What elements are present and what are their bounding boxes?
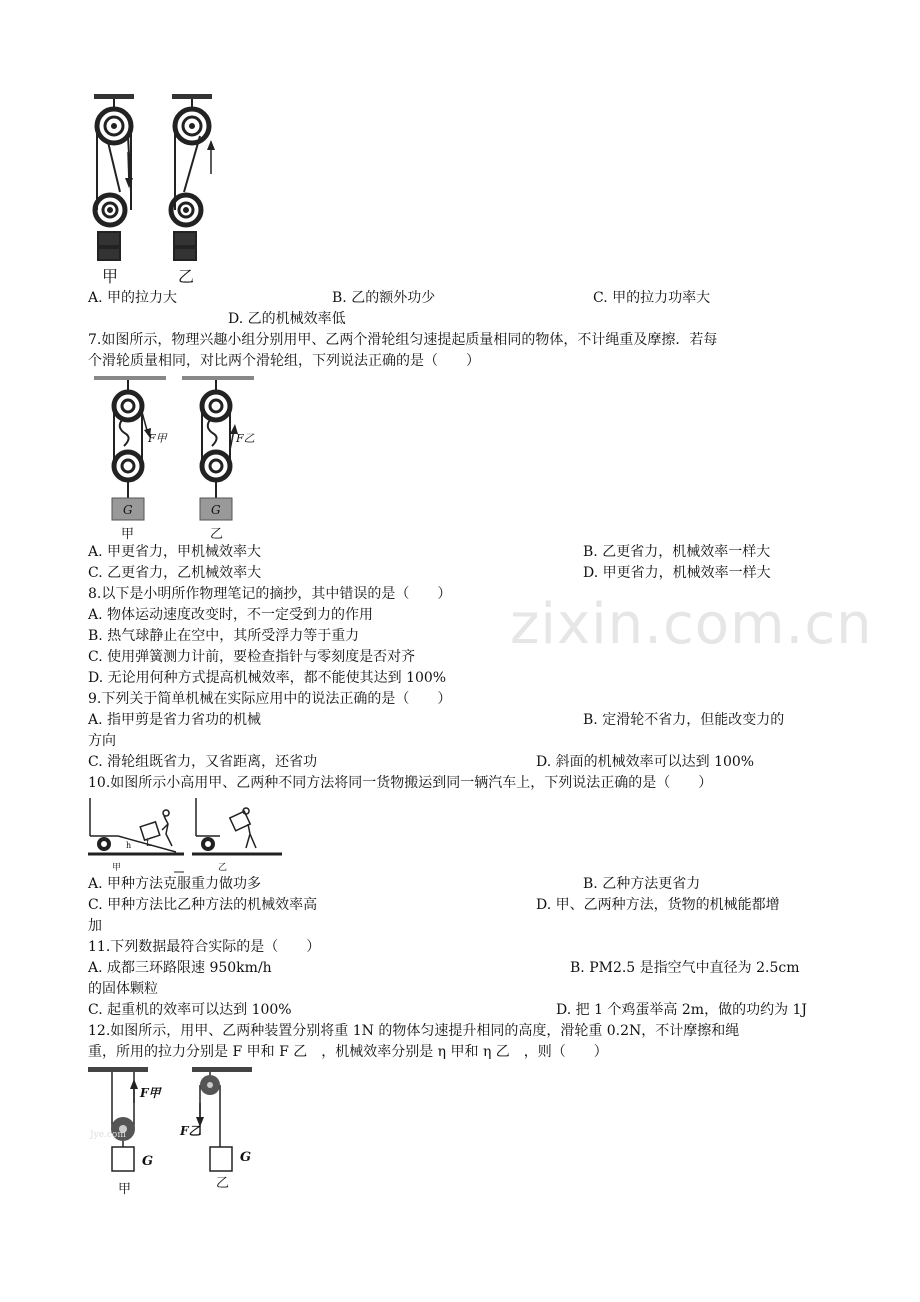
q7-pulley-figure: [88, 372, 258, 542]
q10-option-b: B. 乙种方法更省力: [583, 876, 701, 892]
q9-option-d: D. 斜面的机械效率可以达到 100%: [536, 754, 755, 770]
q11-option-a: A. 成都三环路限速 950km/h: [88, 960, 272, 976]
q10-truck-figure: [88, 794, 284, 874]
q11-option-d: D. 把 1 个鸡蛋举高 2m，做的功约为 1J: [556, 1002, 808, 1018]
q7-weight-jia: G: [123, 503, 133, 517]
q6-pulley-figure: [88, 92, 228, 288]
watermark: zixin.com.cn: [510, 592, 873, 657]
q7-force-jia: F甲: [148, 432, 167, 445]
q8-stem: 8.以下是小明所作物理笔记的摘抄，其中错误的是（ ）: [88, 586, 452, 602]
q6-pulley-right: [171, 94, 212, 260]
q8-option-b: B. 热气球静止在空中，其所受浮力等于重力: [88, 628, 360, 644]
q7-label-jia: 甲: [121, 527, 135, 542]
q12-fig-watermark: Jye.com: [90, 1130, 126, 1140]
q11-option-b: B. PM2.5 是指空气中直径为 2.5cm: [570, 960, 800, 976]
q7-stem-line2: 个滑轮质量相同，对比两个滑轮组，下列说法正确的是（ ）: [88, 353, 480, 369]
q6-option-d: D. 乙的机械效率低: [228, 311, 346, 327]
q12-force-jia: F甲: [140, 1086, 161, 1100]
q12-label-jia: 甲: [118, 1182, 132, 1197]
q8-option-c: C. 使用弹簧测力计前，要检查指针与零刻度是否对齐: [88, 649, 416, 665]
q10-stem: 10.如图所示小高用甲、乙两种不同方法将同一货物搬运到同一辆汽车上，下列说法正确的是（ ）: [88, 775, 713, 791]
q10-option-d-cont: 加: [88, 918, 102, 934]
q7-option-c: C. 乙更省力，乙机械效率大: [88, 565, 262, 581]
q10-option-a: A. 甲种方法克服重力做功多: [88, 876, 262, 892]
q10-option-c: C. 甲种方法比乙种方法的机械效率高: [88, 897, 318, 913]
q9-option-a: A. 指甲剪是省力省功的机械: [88, 712, 262, 728]
q10-label-h: h: [126, 841, 132, 850]
q11-option-c: C. 起重机的效率可以达到 100%: [88, 1002, 292, 1018]
q12-weight-jia: G: [142, 1154, 154, 1169]
q10-option-d: D. 甲、乙两种方法，货物的机械能都增: [536, 897, 780, 913]
q9-stem: 9.下列关于简单机械在实际应用中的说法正确的是（ ）: [88, 691, 452, 707]
q9-option-b: B. 定滑轮不省力，但能改变力的: [583, 712, 785, 728]
q10-label-l: L: [146, 839, 152, 848]
q7-label-yi: 乙: [210, 527, 224, 542]
q6-option-b: B. 乙的额外功少: [332, 290, 436, 306]
q11-option-b-cont: 的固体颗粒: [88, 981, 158, 997]
q6-label-jia: 甲: [102, 267, 119, 286]
q8-option-a: A. 物体运动速度改变时，不一定受到力的作用: [88, 607, 374, 623]
q12-label-yi: 乙: [216, 1176, 230, 1191]
q7-force-yi: F乙: [236, 432, 255, 445]
q12-stem-line1: 12.如图所示，用甲、乙两种装置分别将重 1N 的物体匀速提升相同的高度，滑轮重 0.2N，不计摩擦和绳: [88, 1023, 740, 1039]
q12-force-yi: F乙: [180, 1124, 201, 1138]
q8-option-d: D. 无论用何种方式提高机械效率，都不能使其达到 100%: [88, 670, 447, 686]
q9-option-b-cont: 方向: [88, 733, 116, 749]
q7-option-a: A. 甲更省力，甲机械效率大: [88, 544, 262, 560]
q7-option-d: D. 甲更省力，机械效率一样大: [583, 565, 771, 581]
q7-stem-line1: 7.如图所示，物理兴趣小组分别用甲、乙两个滑轮组匀速提起质量相同的物体，不计绳重及摩擦．若每: [88, 332, 718, 348]
q10-label-yi: 乙: [218, 863, 228, 873]
q6-pulley-left: [94, 94, 134, 260]
q12-weight-yi: G: [240, 1150, 252, 1165]
q12-pulley-figure: [88, 1063, 264, 1197]
q10-label-jia: 甲: [112, 863, 122, 873]
q6-option-a: A. 甲的拉力大: [88, 290, 178, 306]
q7-option-b: B. 乙更省力，机械效率一样大: [583, 544, 771, 560]
q7-weight-yi: G: [211, 503, 221, 517]
q6-option-c: C. 甲的拉力功率大: [593, 290, 711, 306]
q11-stem: 11.下列数据最符合实际的是（ ）: [88, 939, 321, 955]
q6-label-yi: 乙: [178, 267, 195, 286]
q12-stem-line2: 重，所用的拉力分别是 F 甲和 F 乙 ，机械效率分别是 η 甲和 η 乙 ，则（ ）: [88, 1044, 608, 1060]
q9-option-c: C. 滑轮组既省力，又省距离，还省功: [88, 754, 318, 770]
